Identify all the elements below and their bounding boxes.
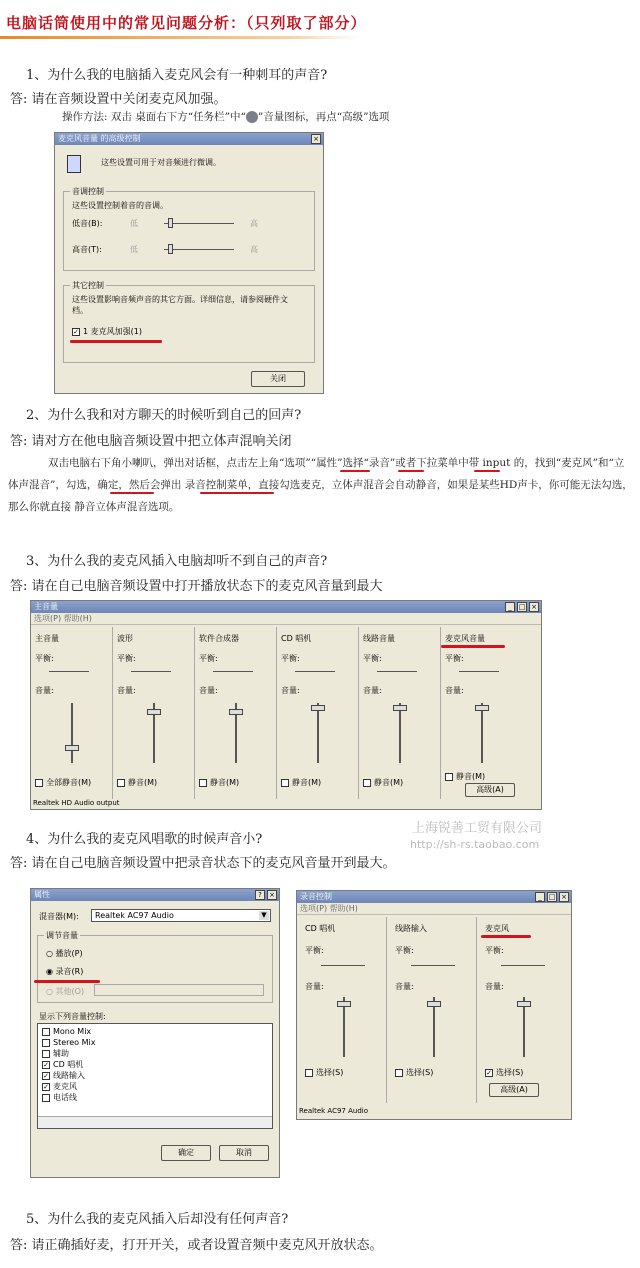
balance-slider[interactable] <box>459 671 499 672</box>
balance-label: 平衡: <box>363 654 382 663</box>
mic-boost-checkbox[interactable] <box>72 326 142 337</box>
settings-icon <box>67 155 81 173</box>
list-item-label: 麦克风 <box>53 1082 77 1091</box>
select-checkbox[interactable] <box>485 1067 523 1078</box>
check-icon: ✓ <box>43 1082 49 1091</box>
check-icon: ✓ <box>43 1060 49 1069</box>
checkbox-icon <box>395 1069 403 1077</box>
mixer-status: Realtek HD Audio output <box>33 799 120 807</box>
bass-low: 低 <box>130 219 138 228</box>
balance-label: 平衡: <box>445 654 464 663</box>
volume-thumb[interactable] <box>337 1001 351 1007</box>
method-1 <box>62 106 389 128</box>
chevron-down-icon: ▼ <box>259 911 269 920</box>
speaker-icon <box>246 111 258 123</box>
close-icon[interactable]: × <box>529 602 539 612</box>
volume-thumb[interactable] <box>427 1001 441 1007</box>
highlight-underline <box>70 340 162 343</box>
mute-checkbox[interactable] <box>199 777 239 788</box>
col-label: CD 唱机 <box>281 634 312 643</box>
treble-low: 低 <box>130 245 138 254</box>
volume-label: 音量: <box>199 686 218 695</box>
select-label: 选择(S) <box>496 1068 524 1077</box>
answer-1: 答: 请在音频设置中关闭麦克风加强。 <box>10 92 227 107</box>
check-icon: ✓ <box>486 1068 492 1077</box>
volume-label: 音量: <box>281 686 300 695</box>
dialog-titlebar <box>55 133 323 145</box>
mute-label: 静音(M) <box>292 778 322 787</box>
mute-checkbox[interactable] <box>117 777 157 788</box>
balance-slider[interactable] <box>295 671 335 672</box>
question-4: 4、为什么我的麦克风唱歌的时候声音小? <box>26 832 263 847</box>
advanced-button[interactable]: 高级(A) <box>489 1083 539 1097</box>
checkbox-icon <box>281 779 289 787</box>
col-label: 线路音量 <box>363 634 395 643</box>
master-volume-window <box>30 600 542 810</box>
answer-4: 答: 请在自己电脑音频设置中把录音状态下的麦克风音量开到最大。 <box>10 856 396 871</box>
volume-label: 音量: <box>363 686 382 695</box>
detail-2: 双击电脑右下角小喇叭，弹出对话框，点击左上角“选项”“属性”选择“录音”或者下拉菜单中带 input 的，找到“麦克风”和“立体声混音”，勾选，确定，然后会弹出 录音控制菜单，直接勾选麦克，立体声混音会自动静音，如果是某些HD声卡，你可能无法勾选，那么你就直接 静音立体声混音选项。 <box>8 457 633 513</box>
controls-list <box>37 1023 273 1129</box>
maximize-icon[interactable]: □ <box>518 603 526 611</box>
volume-slider[interactable] <box>317 703 319 763</box>
list-item-6[interactable] <box>42 1092 77 1104</box>
col-label: 线路输入 <box>395 924 427 933</box>
balance-slider[interactable] <box>49 671 89 672</box>
checkbox-icon <box>42 1028 50 1036</box>
volume-thumb[interactable] <box>517 1001 531 1007</box>
highlight-underline <box>441 645 505 648</box>
check-icon: ✓ <box>73 327 79 336</box>
other-label: 其他(O) <box>55 987 85 996</box>
treble-thumb[interactable] <box>168 244 173 254</box>
help-icon[interactable]: ? <box>255 890 265 900</box>
bass-thumb[interactable] <box>168 218 173 228</box>
col-label: 麦克风音量 <box>445 634 485 643</box>
adjust-group <box>37 931 273 1003</box>
col-label: CD 唱机 <box>305 924 336 933</box>
props-title: 属性 <box>34 890 50 899</box>
checkbox-icon <box>42 1050 50 1058</box>
volume-label: 音量: <box>117 686 136 695</box>
playback-radio[interactable]: ○ 播放(P) <box>46 949 83 958</box>
method-1-post: ”音量图标，再点“高级”选项 <box>257 111 390 123</box>
show-label: 显示下列音量控制: <box>39 1012 106 1021</box>
highlight-underline <box>34 980 100 983</box>
close-button[interactable]: 关闭 <box>251 371 305 387</box>
other-select[interactable] <box>94 984 264 996</box>
advanced-control-dialog <box>54 132 324 394</box>
underline-stereo <box>200 492 274 494</box>
mute-all-checkbox[interactable] <box>35 777 91 788</box>
record-radio[interactable]: ◉ 录音(R) <box>46 967 84 976</box>
adjust-group-label: 调节音量 <box>46 931 78 940</box>
bass-high: 高 <box>250 219 258 228</box>
checkbox-icon <box>199 779 207 787</box>
volume-label: 音量: <box>305 982 324 991</box>
select-label: 选择(S) <box>316 1068 344 1077</box>
checkbox-icon <box>445 773 453 781</box>
mute-label: 静音(M) <box>374 778 404 787</box>
mixer-titlebar <box>31 601 541 613</box>
checkbox-icon <box>42 1094 50 1102</box>
highlight-underline <box>481 935 531 938</box>
mixer-label: 混音器(M): <box>39 912 79 921</box>
volume-label: 音量: <box>35 686 54 695</box>
close-icon[interactable]: × <box>559 892 569 902</box>
mute-checkbox[interactable] <box>281 777 321 788</box>
other-desc: 这些设置影响音频声音的其它方面。详细信息，请参阅硬件文档。 <box>72 295 288 315</box>
underline-options <box>340 470 370 472</box>
treble-label: 高音(T): <box>72 245 102 254</box>
volume-slider[interactable] <box>481 703 483 763</box>
watermark-company: 上海锐善工贸有限公司 <box>412 821 543 836</box>
bass-label: 低音(B): <box>72 219 103 228</box>
mic-boost-label: 1 麦克风加强(1) <box>83 327 142 336</box>
volume-slider[interactable] <box>71 703 73 763</box>
mixer-columns <box>31 627 541 799</box>
tone-desc: 这些设置控制着音的音调。 <box>72 201 168 210</box>
mixer-select[interactable] <box>91 909 271 922</box>
select-checkbox[interactable] <box>395 1067 433 1078</box>
treble-high: 高 <box>250 245 258 254</box>
underline-record <box>474 470 500 472</box>
mixer-select-value: Realtek AC97 Audio <box>95 911 174 920</box>
minimize-icon[interactable]: _ <box>505 602 515 612</box>
page-title: 电脑话筒使用中的常见问题分析：（只列取了部分） <box>6 14 367 32</box>
method-1-pre: 操作方法: 双击 桌面右下方“任务栏”中“ <box>62 111 246 123</box>
underline-mic <box>110 492 154 494</box>
playback-label: 播放(P) <box>55 949 83 958</box>
volume-slider[interactable] <box>399 703 401 763</box>
balance-slider[interactable] <box>321 965 365 966</box>
close-icon[interactable]: × <box>267 890 277 900</box>
other-group <box>63 281 315 363</box>
balance-label: 平衡: <box>485 946 504 955</box>
rec-status: Realtek AC97 Audio <box>299 1107 369 1115</box>
properties-dialog <box>30 888 280 1178</box>
col-label: 主音量 <box>35 634 59 643</box>
answer-3: 答: 请在自己电脑音频设置中打开播放状态下的麦克风音量到最大 <box>10 579 383 594</box>
question-3: 3、为什么我的麦克风插入电脑却听不到自己的声音? <box>26 554 328 569</box>
dialog-intro: 这些设置可用于对音频进行微调。 <box>101 158 221 167</box>
balance-slider[interactable] <box>411 965 455 966</box>
volume-thumb[interactable] <box>475 705 489 711</box>
check-icon: ✓ <box>43 1071 49 1080</box>
question-5: 5、为什么我的麦克风插入后却没有任何声音? <box>26 1212 289 1227</box>
advanced-button[interactable]: 高级(A) <box>465 783 515 797</box>
volume-label: 音量: <box>485 982 504 991</box>
treble-slider[interactable] <box>164 249 234 250</box>
bass-slider[interactable] <box>164 223 234 224</box>
answer-2: 答: 请对方在他电脑音频设置中把立体声混响关闭 <box>10 434 292 449</box>
rec-columns <box>297 917 571 1103</box>
balance-label: 平衡: <box>117 654 136 663</box>
close-icon[interactable]: × <box>311 134 321 144</box>
maximize-icon[interactable]: □ <box>548 893 556 901</box>
col-label: 麦克风 <box>485 924 509 933</box>
rec-title: 录音控制 <box>300 892 332 901</box>
checkbox-icon <box>305 1069 313 1077</box>
mixer-title: 主音量 <box>34 602 58 611</box>
tone-group-label: 音调控制 <box>72 187 104 196</box>
balance-label: 平衡: <box>35 654 54 663</box>
other-group-label: 其它控制 <box>72 281 104 290</box>
volume-label: 音量: <box>395 982 414 991</box>
other-radio[interactable]: ○ 其他(O) <box>46 987 85 996</box>
checkbox-icon <box>117 779 125 787</box>
list-item-label: 辅助 <box>53 1049 69 1058</box>
underline-properties <box>398 470 424 472</box>
balance-slider[interactable] <box>377 671 417 672</box>
rec-menu[interactable]: 选项(P) 帮助(H) <box>297 903 571 915</box>
volume-label: 音量: <box>445 686 464 695</box>
balance-slider[interactable] <box>213 671 253 672</box>
ok-button[interactable]: 确定 <box>161 1145 211 1161</box>
volume-thumb[interactable] <box>65 745 79 751</box>
checkbox-icon <box>35 779 43 787</box>
balance-slider[interactable] <box>131 671 171 672</box>
list-item-label: CD 唱机 <box>53 1060 84 1069</box>
volume-thumb[interactable] <box>393 705 407 711</box>
list-item-label: 线路输入 <box>53 1071 85 1080</box>
rec-titlebar <box>297 891 571 903</box>
record-label: 录音(R) <box>55 967 84 976</box>
balance-label: 平衡: <box>305 946 324 955</box>
mute-label: 静音(M) <box>456 772 486 781</box>
question-2: 2、为什么我和对方聊天的时候听到自己的回声? <box>26 408 302 423</box>
checkbox-icon <box>42 1039 50 1047</box>
record-control-window <box>296 890 572 1120</box>
mute-checkbox[interactable] <box>445 771 485 782</box>
mute-label: 静音(M) <box>210 778 240 787</box>
balance-label: 平衡: <box>281 654 300 663</box>
tone-group <box>63 187 315 271</box>
horizontal-scrollbar[interactable] <box>38 1116 272 1128</box>
minimize-icon[interactable]: _ <box>535 892 545 902</box>
dialog-title: 麦克风音量 的高级控制 <box>58 134 141 143</box>
balance-slider[interactable] <box>501 965 545 966</box>
mixer-menu[interactable]: 选项(P) 帮助(H) <box>31 613 541 625</box>
select-label: 选择(S) <box>406 1068 434 1077</box>
col-label: 波形 <box>117 634 133 643</box>
cancel-button[interactable]: 取消 <box>219 1145 269 1161</box>
answer-5: 答: 请正确插好麦，打开开关，或者设置音频中麦克风开放状态。 <box>10 1238 383 1253</box>
mute-label: 静音(M) <box>128 778 158 787</box>
volume-thumb[interactable] <box>311 705 325 711</box>
watermark-url: http://sh-rs.taobao.com <box>410 838 540 851</box>
list-item-label: Mono Mix <box>53 1027 92 1036</box>
balance-label: 平衡: <box>199 654 218 663</box>
balance-label: 平衡: <box>395 946 414 955</box>
select-checkbox[interactable] <box>305 1067 343 1078</box>
col-label: 软件合成器 <box>199 634 239 643</box>
mute-checkbox[interactable] <box>363 777 403 788</box>
checkbox-icon <box>363 779 371 787</box>
volume-thumb[interactable] <box>147 709 161 715</box>
title-underline <box>0 36 360 39</box>
question-1: 1、为什么我的电脑插入麦克风会有一种刺耳的声音? <box>26 68 328 83</box>
list-item-label: Stereo Mix <box>53 1038 96 1047</box>
mute-all-label: 全部静音(M) <box>46 778 92 787</box>
list-item-label: 电话线 <box>53 1093 77 1102</box>
props-titlebar <box>31 889 279 901</box>
volume-thumb[interactable] <box>229 709 243 715</box>
